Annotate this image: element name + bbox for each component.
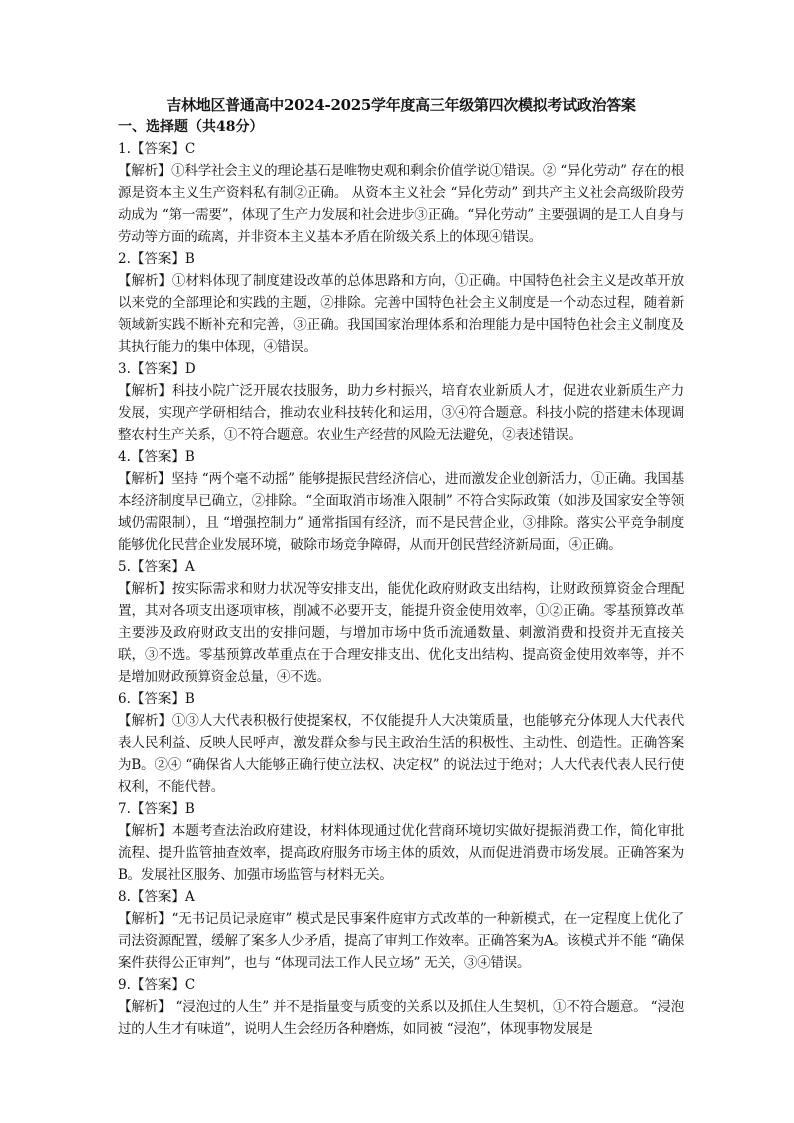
answer-line: 3.【答案】D: [118, 361, 196, 377]
analysis-paragraph: 【解析】科技小院广泛开展农技服务，助力乡村振兴，培育农业新质人才，促进农业新质生产力发展，实现产学研相结合，推动农业科技转化和运用，③④符合题意。科技小院的搭建未体现调整农村生产关系，①不符合题意。农业生产经营的风险无法避免，②表述错误。: [118, 383, 684, 443]
answer-line: 4.【答案】B: [118, 449, 195, 465]
question-4: [118, 446, 684, 556]
answer-line: 6.【答案】B: [118, 691, 195, 707]
question-2: [118, 248, 684, 358]
analysis-paragraph: 【解析】坚持 “两个毫不动摇” 能够提振民营经济信心，进而激发企业创新活力，①正确。我国基本经济制度早已确立，②排除。“全面取消市场准入限制” 不符合实际政策（如涉及国家安全等领域仍需限制），且 “增强控制力” 通常指国有经济，而不是民营企业，③排除。落实公平竞争制度能够优化民营企业发展环境，破除市场竞争障碍，从而开创民营经济新局面，④正确。: [118, 471, 684, 553]
analysis-paragraph: 【解析】本题考查法治政府建设，材料体现通过优化营商环境切实做好提振消费工作，简化审批流程、提升监管抽查效率，提高政府服务市场主体的质效，从而促进消费市场发展。正确答案为B。发展社区服务、加强市场监管与材料无关。: [118, 823, 684, 883]
answer-line: 1.【答案】C: [118, 141, 196, 157]
question-3: [118, 358, 684, 446]
question-7: [118, 798, 684, 886]
analysis-paragraph: 【解析】 “浸泡过的人生” 并不是指量变与质变的关系以及抓住人生契机，①不符合题意。 “浸泡过的人生才有味道”，说明人生会经历各种磨炼，如同被 “浸泡”，体现事物发展是: [118, 999, 684, 1037]
answer-line: 8.【答案】A: [118, 889, 195, 905]
answer-line: 7.【答案】B: [118, 801, 195, 817]
question-5: [118, 556, 684, 688]
question-9: [118, 974, 684, 1040]
question-6: [118, 688, 684, 798]
answer-line: 5.【答案】A: [118, 559, 195, 575]
answer-line: 2.【答案】B: [118, 251, 195, 267]
analysis-paragraph: 【解析】①材料体现了制度建设改革的总体思路和方向，①正确。中国特色社会主义是改革开放以来党的全部理论和实践的主题，②排除。完善中国特色社会主义制度是一个动态过程，随着新领域新实践不断补充和完善，③正确。我国国家治理体系和治理能力是中国特色社会主义制度及其执行能力的集中体现，④错误。: [118, 273, 684, 355]
document-title: 吉林地区普通高中2024-2025学年度高三年级第四次模拟考试政治答案: [166, 96, 636, 114]
analysis-paragraph: 【解析】①③人大代表积极行使提案权，不仅能提升人大决策质量，也能够充分体现人大代表代表人民利益、反映人民呼声，激发群众参与民主政治生活的积极性、主动性、创造性。正确答案为B。②④ “确保省人大能够正确行使立法权、决定权” 的说法过于绝对；人大代表代表人民行使权利，不能代替。: [118, 713, 684, 795]
analysis-paragraph: 【解析】“无书记员记录庭审” 模式是民事案件庭审方式改革的一种新模式，在一定程度上优化了司法资源配置，缓解了案多人少矛盾，提高了审判工作效率。正确答案为A。该模式并不能 “确保案件获得公正审判”，也与 “体现司法工作人民立场” 无关，③④错误。: [118, 911, 684, 971]
analysis-paragraph: 【解析】按实际需求和财力状况等安排支出，能优化政府财政支出结构，让财政预算资金合理配置，其对各项支出逐项审核，削减不必要开支，能提升资金使用效率，①②正确。零基预算改革主要涉及政府财政支出的安排问题，与增加市场中货币流通数量、刺激消费和投资并无直接关联，③不选。零基预算改革重点在于合理安排支出、优化支出结构、提高资金使用效率等，并不是增加财政预算资金总量，④不选。: [118, 581, 684, 685]
question-1: [118, 138, 684, 248]
answer-line: 9.【答案】C: [118, 977, 196, 993]
analysis-paragraph: 【解析】①科学社会主义的理论基石是唯物史观和剩余价值学说①错误。② “异化劳动” 存在的根源是资本主义生产资料私有制②正确。 从资本主义社会 “异化劳动” 到共产主义社会高级阶段劳动成为 “第一需要”，体现了生产力发展和社会进步③正确。“异化劳动” 主要强调的是工人自身与劳动等方面的疏离，并非资本主义基本矛盾在阶级关系上的体现④错误。: [118, 163, 684, 245]
answer-sheet: [118, 94, 684, 1040]
section-heading: 一、选择题（共48分）: [118, 119, 264, 135]
question-8: [118, 886, 684, 974]
